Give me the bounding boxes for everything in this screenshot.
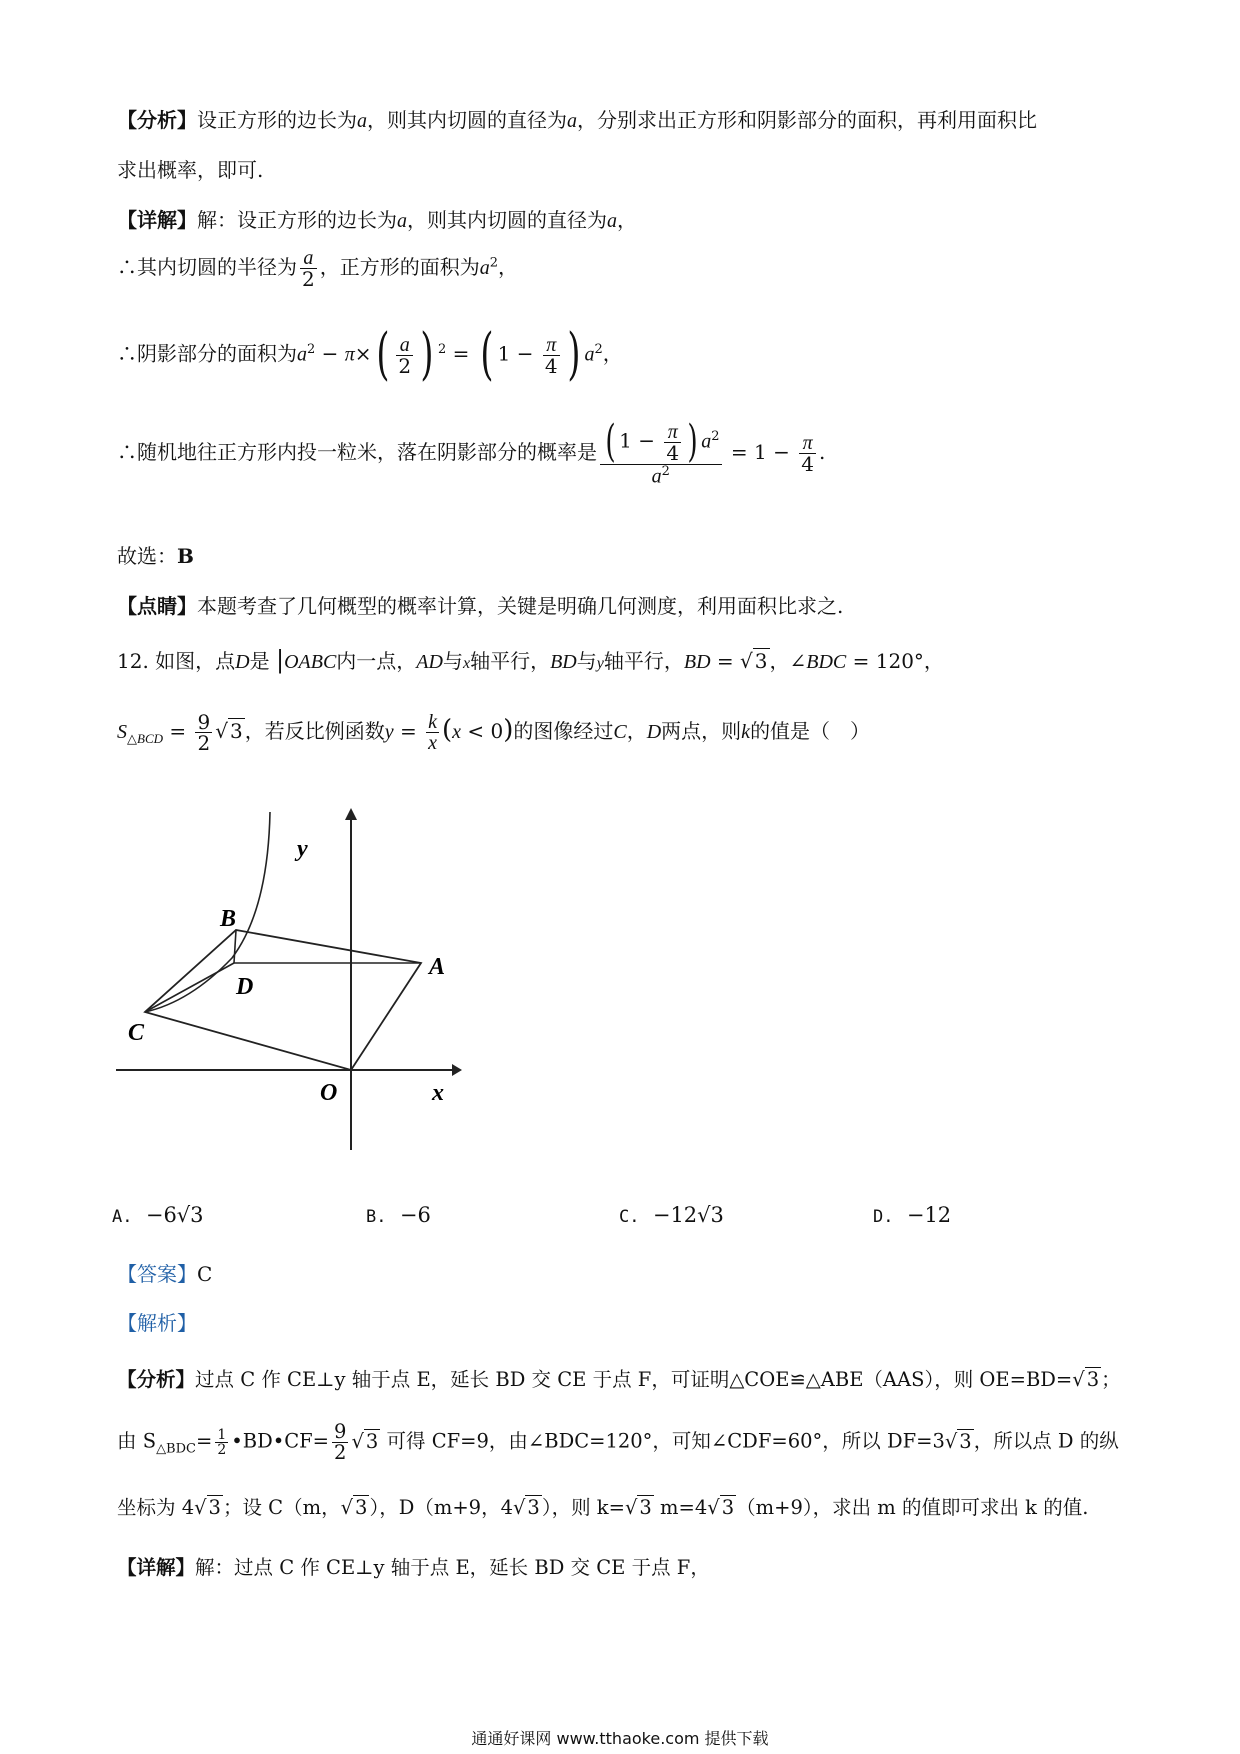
choose-line: 故选：B xyxy=(117,544,194,568)
fraction-a-over-2: $\frac{a}{2}$ xyxy=(302,247,315,291)
label-o: O xyxy=(320,1080,338,1106)
label-x: x xyxy=(432,1080,444,1106)
detail-1-line-4: ∴随机地往正方形内投一粒米，落在阴影部分的概率是 ( 1 − $\frac{\pi}{4}$ ) $a^2$ $a^2$ = 1 − $\frac{\pi}{4}$ . xyxy=(117,416,826,488)
choose-value: B xyxy=(177,544,194,568)
question-number: 12. xyxy=(117,649,149,673)
analysis-1-line-1: 【分析】设正方形的边长为a，则其内切圆的直径为a，分别求出正方形和阴影部分的面积，再利用面积比 xyxy=(117,108,1037,132)
option-c[interactable]: C. −12√3 xyxy=(619,1203,724,1227)
question-12-line-1: 12. 如图，点D是 |OABC内一点，AD与x轴平行，BD与y轴平行，BD = √ 3 ，∠BDC = 120°， xyxy=(117,646,944,674)
option-b[interactable]: B. −6 xyxy=(366,1203,431,1227)
detail-1-line-2: ∴其内切圆的半径为 $\frac{a}{2}$ ，正方形的面积为$a^2$， xyxy=(117,247,519,291)
probability-fraction: ( 1 − $\frac{\pi}{4}$ ) $a^2$ $a^2$ xyxy=(600,420,722,487)
y-axis-arrow-icon xyxy=(345,808,357,820)
label-y: y xyxy=(297,836,308,862)
point-line: 【点睛】本题考查了几何概型的概率计算，关键是明确几何测度，利用面积比求之. xyxy=(117,594,844,618)
segment-bd xyxy=(234,930,236,963)
label-d: D xyxy=(236,974,254,1000)
analysis-tag: 【分析】 xyxy=(117,108,197,132)
segment-cd xyxy=(145,963,234,1012)
detail-1-line-1: 【详解】解：设正方形的边长为a，则其内切圆的直径为a， xyxy=(117,208,637,232)
answer-tag: 【答案】 xyxy=(117,1262,197,1286)
geometry-figure xyxy=(100,800,470,1170)
analysis-2-line-1: 【分析】过点 C 作 CE⊥y 轴于点 E，延长 BD 交 CE 于点 F，可证明△COE≌△ABE（AAS），则 OE=BD=√ 3 ； xyxy=(117,1368,1121,1391)
label-c: C xyxy=(128,1020,145,1046)
answer-line xyxy=(117,1264,212,1284)
option-a[interactable]: A. −6√3 xyxy=(112,1203,204,1227)
answer-value: C xyxy=(197,1262,213,1286)
jiexi-tag: 【解析】 xyxy=(117,1311,197,1335)
question-12-line-2: $S_{\triangle BCD}$ = $\frac{9}{2}$ √ 3 ，若反比例函数y = $\frac{k}{x}$ (x < 0)的图像经过C，D两点，则k的值是（ ） xyxy=(117,710,871,755)
detail-1-line-3: ∴阴影部分的面积为$a^2 - \pi\times$( $\frac{a}{2}$ ) $^2$ = ( 1 − $\frac{\pi}{4}$ ) $a^2$， xyxy=(117,322,623,387)
quadrilateral-oabc xyxy=(145,930,421,1070)
detail-2-line: 【详解】解：过点 C 作 CE⊥y 轴于点 E，延长 BD 交 CE 于点 F， xyxy=(117,1556,710,1579)
label-b: B xyxy=(220,906,237,932)
option-d[interactable]: D. −12 xyxy=(873,1203,952,1227)
detail-tag: 【详解】 xyxy=(117,208,197,232)
footer-text: 通通好课网 www.tthaoke.com 提供下载 xyxy=(471,1729,769,1748)
analysis-2-line-3: 坐标为 4√ 3 ；设 C（m，√ 3 ），D（m+9，4√ 3 ），则 k=√ 3 m=4√ 3 （m+9），求出 m 的值即可求出 k 的值. xyxy=(117,1496,1089,1519)
point-tag: 【点睛】 xyxy=(117,594,197,618)
label-a: A xyxy=(429,954,446,980)
analysis-1-line-2: 求出概率，即可. xyxy=(117,158,264,182)
analysis-2-line-2: 由 $S_{\triangle BDC}=$ $\frac{1}{2}$ •BD•CF= $\frac{9}{2}$ √ 3 可得 CF=9，由∠BDC=120°，可知∠CDF=60°，所以 DF=3√ 3 ，所以点 D 的纵 xyxy=(117,1420,1119,1464)
x-axis-arrow-icon xyxy=(452,1064,462,1076)
jiexi-line xyxy=(117,1313,197,1333)
